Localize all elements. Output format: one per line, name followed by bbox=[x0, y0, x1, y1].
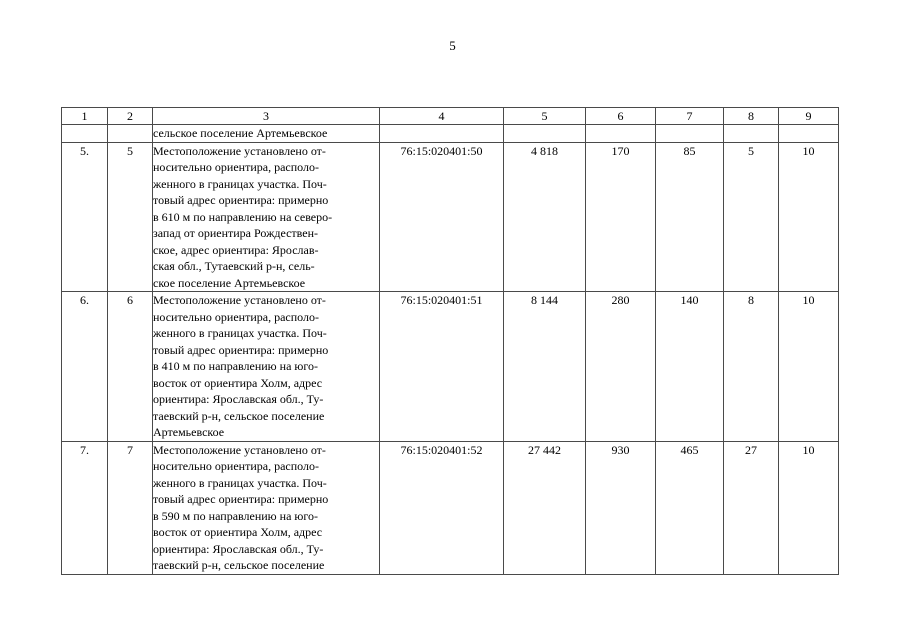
description-line: сельское поселение Артемьевское bbox=[153, 126, 328, 140]
column-6-value: 280 bbox=[586, 292, 656, 442]
column-8-value: 27 bbox=[724, 441, 779, 574]
column-header-5: 5 bbox=[504, 108, 586, 125]
description-line: товый адрес ориентира: примерно bbox=[153, 193, 329, 207]
column-7-value: 465 bbox=[656, 441, 724, 574]
description-line: Местоположение установлено от- bbox=[153, 143, 326, 158]
column-6-value: 930 bbox=[586, 441, 656, 574]
column-6-value: 170 bbox=[586, 142, 656, 292]
location-description bbox=[153, 292, 380, 442]
plot-number: 7 bbox=[108, 441, 153, 574]
description-line: женного в границах участка. Поч- bbox=[153, 475, 327, 490]
plot-number: 5 bbox=[108, 142, 153, 292]
column-7-value: 85 bbox=[656, 142, 724, 292]
description-line: Местоположение установлено от- bbox=[153, 293, 326, 307]
description-line: в 590 м по направлению на юго- bbox=[153, 508, 318, 523]
column-8-value: 8 bbox=[724, 292, 779, 442]
column-7-value: 140 bbox=[656, 292, 724, 442]
description-line: восток от ориентира Холм, адрес bbox=[153, 525, 323, 539]
description-line: товый адрес ориентира: примерно bbox=[153, 492, 329, 506]
description-line: носительно ориентира, располо- bbox=[153, 309, 319, 324]
location-description bbox=[153, 441, 380, 574]
description-line: товый адрес ориентира: примерно bbox=[153, 342, 329, 357]
table-header-row bbox=[62, 108, 839, 125]
column-header-4: 4 bbox=[380, 108, 504, 125]
description-line: в 610 м по направлению на северо- bbox=[153, 209, 333, 224]
description-line: ская обл., Тутаевский р-н, сель- bbox=[153, 259, 315, 273]
column-5-value: 27 442 bbox=[504, 441, 586, 574]
row-number: 5. bbox=[62, 142, 108, 292]
description-line: восток от ориентира Холм, адрес bbox=[153, 375, 323, 390]
description-line: запад от ориентира Рождествен- bbox=[153, 226, 319, 240]
description-line: Артемьевское bbox=[153, 425, 225, 439]
description-line: ориентира: Ярославская обл., Ту- bbox=[153, 541, 324, 556]
description-line: ское, адрес ориентира: Ярослав- bbox=[153, 242, 319, 257]
column-header-8: 8 bbox=[724, 108, 779, 125]
column-5-value: 8 144 bbox=[504, 292, 586, 442]
column-9-value: 10 bbox=[779, 292, 839, 442]
column-5-value: 4 818 bbox=[504, 142, 586, 292]
description-line: женного в границах участка. Поч- bbox=[153, 326, 327, 340]
cadastral-number: 76:15:020401:50 bbox=[380, 142, 504, 292]
description-line: ское поселение Артемьевское bbox=[153, 275, 306, 290]
column-header-1: 1 bbox=[62, 108, 108, 125]
column-9-value: 10 bbox=[779, 441, 839, 574]
cadastral-number: 76:15:020401:51 bbox=[380, 292, 504, 442]
location-description bbox=[153, 142, 380, 292]
description-line: Местоположение установлено от- bbox=[153, 442, 326, 457]
table-row-continuation bbox=[62, 125, 839, 143]
description-line: носительно ориентира, располо- bbox=[153, 459, 319, 473]
column-header-3: 3 bbox=[153, 108, 380, 125]
description-line: женного в границах участка. Поч- bbox=[153, 176, 327, 191]
description-line: носительно ориентира, располо- bbox=[153, 160, 319, 174]
column-header-7: 7 bbox=[656, 108, 724, 125]
column-8-value: 5 bbox=[724, 142, 779, 292]
cadastral-number: 76:15:020401:52 bbox=[380, 441, 504, 574]
description-line: таевский р-н, сельское поселение bbox=[153, 558, 325, 572]
plot-number: 6 bbox=[108, 292, 153, 442]
column-header-2: 2 bbox=[108, 108, 153, 125]
land-plots-table bbox=[61, 107, 839, 575]
column-9-value: 10 bbox=[779, 142, 839, 292]
description-line: таевский р-н, сельское поселение bbox=[153, 408, 325, 423]
column-header-9: 9 bbox=[779, 108, 839, 125]
page-number: 5 bbox=[449, 38, 456, 53]
row-number: 7. bbox=[62, 441, 108, 574]
description-line: ориентира: Ярославская обл., Ту- bbox=[153, 392, 324, 406]
table-row bbox=[62, 441, 839, 574]
description-line: в 410 м по направлению на юго- bbox=[153, 359, 318, 373]
column-header-6: 6 bbox=[586, 108, 656, 125]
table-row bbox=[62, 292, 839, 442]
table-row bbox=[62, 142, 839, 292]
location-description bbox=[153, 125, 380, 143]
row-number: 6. bbox=[62, 292, 108, 442]
